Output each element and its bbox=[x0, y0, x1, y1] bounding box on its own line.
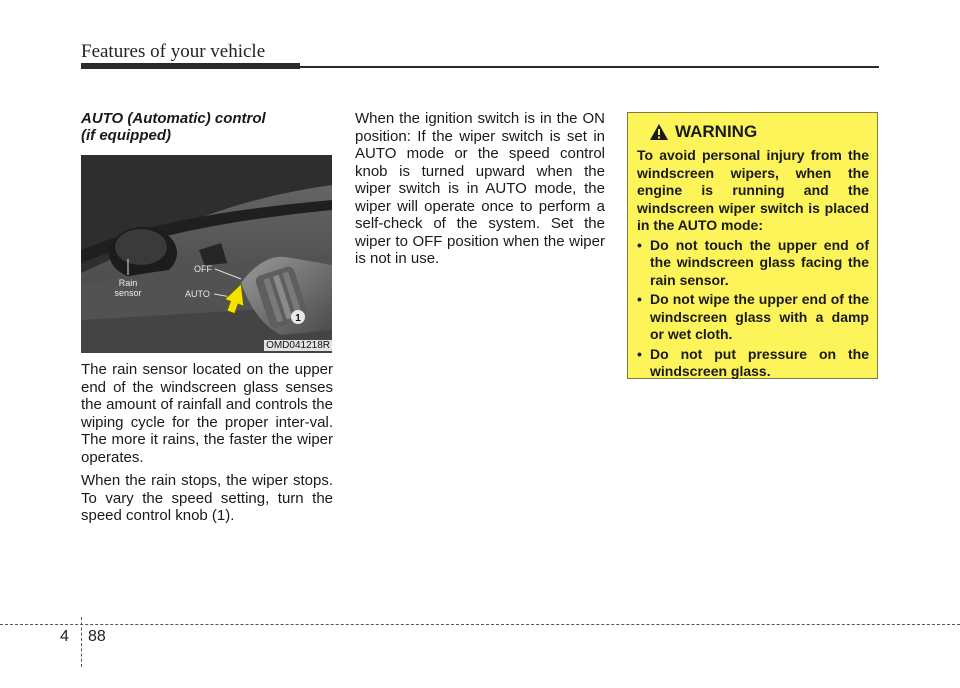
warning-item-text: Do not put pressure on the windscreen glass. bbox=[650, 345, 869, 379]
warning-item bbox=[637, 291, 869, 344]
footer-divider bbox=[81, 617, 82, 667]
wiper-rain-sensor-figure bbox=[81, 155, 332, 353]
warning-item-text: Do not wipe the upper end of the windscreen glass with a damp or wet cloth. bbox=[650, 291, 869, 342]
warning-item bbox=[637, 346, 869, 381]
warning-item bbox=[637, 237, 869, 290]
warning-item-text: Do not touch the upper end of the windscreen glass facing the rain sensor. bbox=[650, 236, 869, 288]
paragraph: The rain sensor located on the upper end of the windscreen glass senses the amount of rainfall and controls the wiping cycle for the proper inter-val. The more it rains, the faster the wiper operates. bbox=[81, 361, 333, 466]
page-number: 88 bbox=[88, 628, 106, 645]
bullet: • bbox=[637, 345, 642, 362]
paragraph: When the rain stops, the wiper stops. To vary the speed setting, turn the speed control knob (1). bbox=[81, 472, 333, 524]
svg-text:1: 1 bbox=[295, 313, 301, 324]
bullet: • bbox=[637, 236, 642, 253]
bullet: • bbox=[637, 291, 642, 307]
rain-sensor-label: Rain bbox=[118, 278, 138, 288]
warning-box bbox=[627, 112, 878, 379]
rain-sensor-label-2: sensor bbox=[114, 288, 142, 298]
chapter-number: 4 bbox=[60, 628, 69, 645]
warning-triangle-icon bbox=[649, 123, 669, 141]
footer-rule bbox=[0, 624, 960, 625]
figure-illustration bbox=[81, 155, 332, 353]
figure-code: OMD041218R bbox=[266, 340, 330, 351]
off-label: OFF bbox=[194, 264, 212, 274]
column-2-paragraph: When the ignition switch is in the ON position: If the wiper switch is set in AUTO mode or the speed control knob is turned upward when the wiper switch is in AUTO mode, the wiper will operate once to perform a self-check of the system. Set the wiper to OFF position when the wiper is not in use. bbox=[355, 110, 605, 267]
warning-title: WARNING bbox=[675, 122, 758, 141]
auto-label: AUTO bbox=[185, 289, 210, 299]
page-header-title: Features of your vehicle bbox=[81, 41, 266, 62]
warning-header bbox=[649, 122, 869, 142]
warning-intro: To avoid personal injury from the windscreen wipers, when the engine is running and the windscreen wiper switch is placed in the AUTO mode: bbox=[637, 147, 869, 233]
section-title: AUTO (Automatic) control (if equipped) bbox=[81, 110, 266, 144]
header-rule bbox=[81, 66, 879, 68]
column-1-text bbox=[81, 361, 333, 531]
warning-list bbox=[637, 237, 869, 381]
